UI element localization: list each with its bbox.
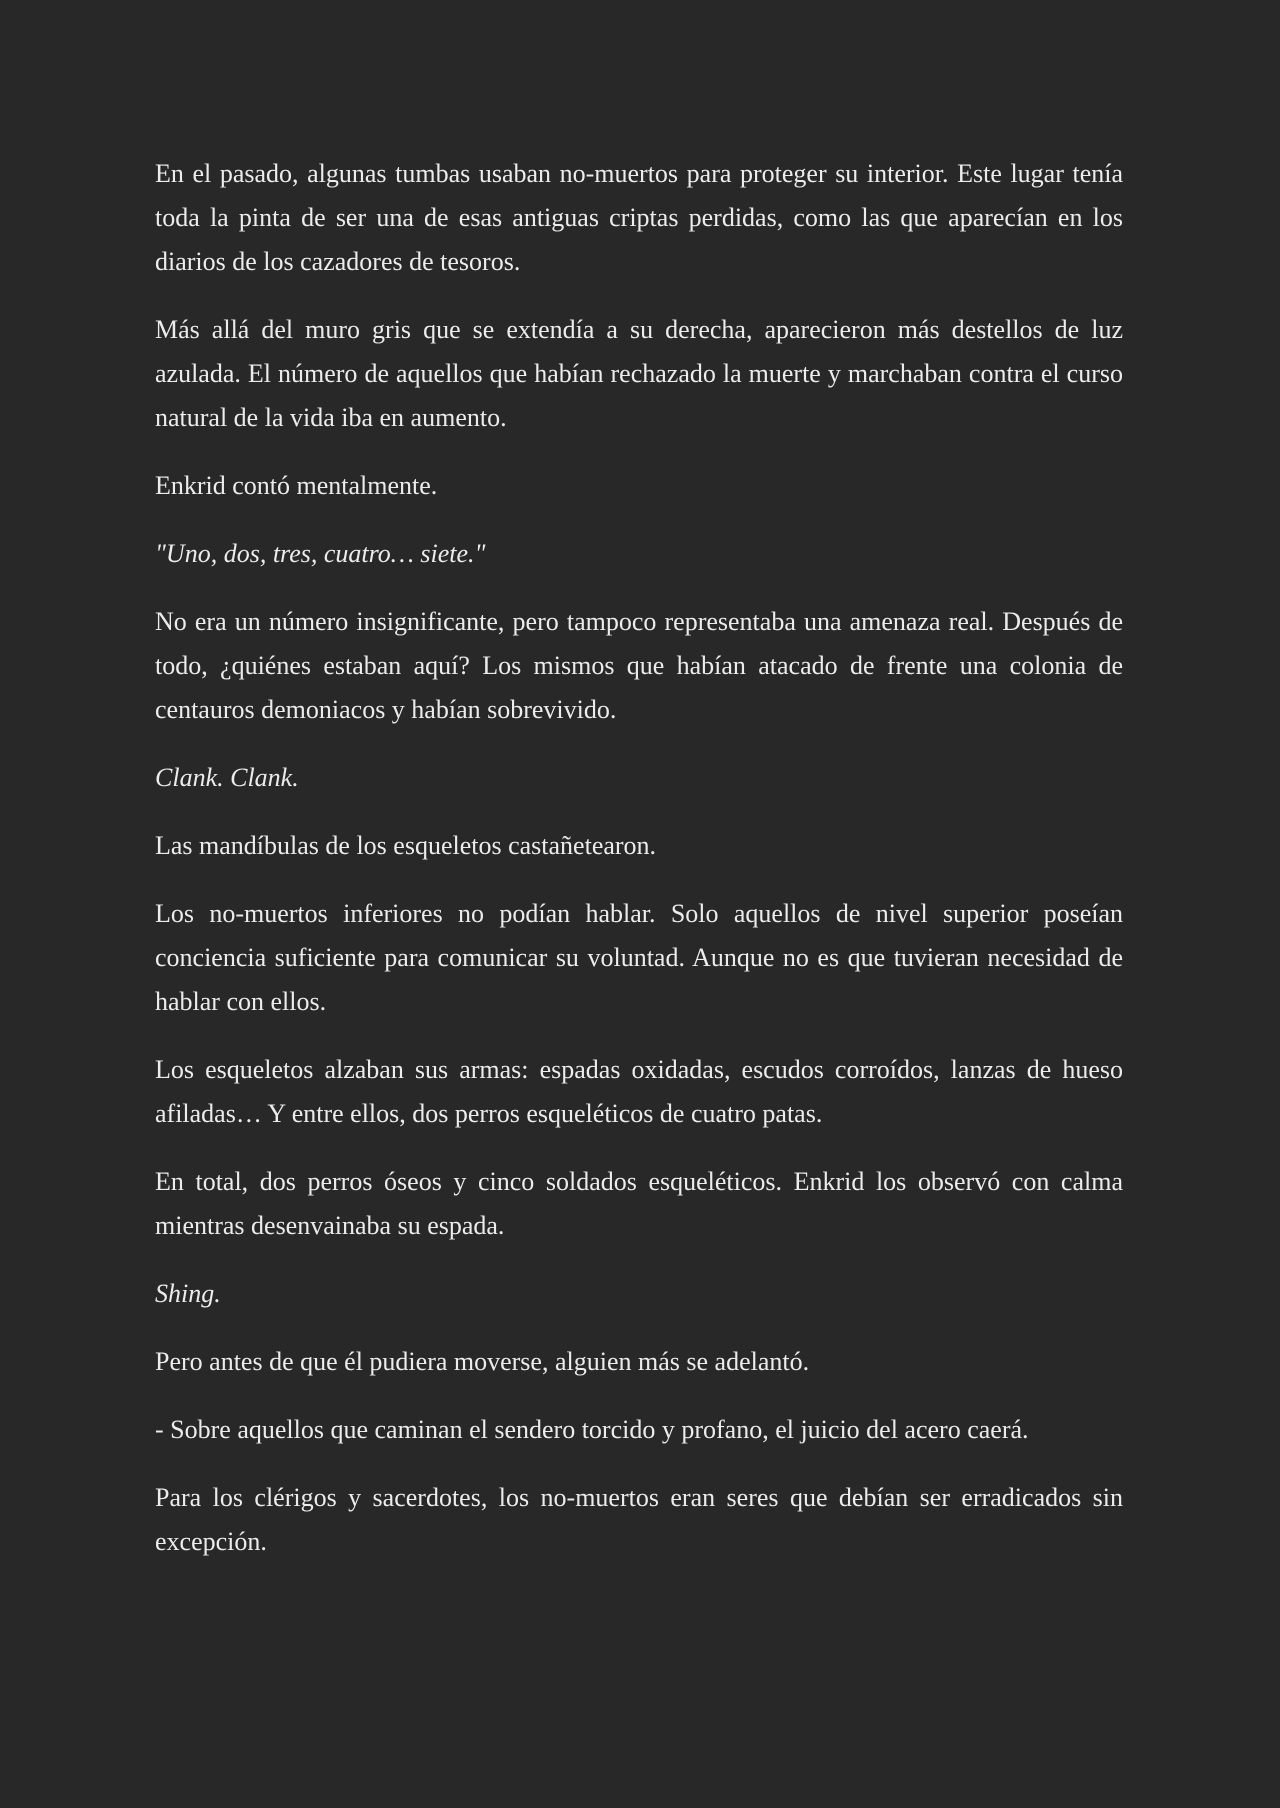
chapter-text bbox=[155, 152, 1123, 1588]
paragraph: Las mandíbulas de los esqueletos castañetearon. bbox=[155, 831, 657, 860]
paragraph: Más allá del muro gris que se extendía a su derecha, aparecieron más destellos de luz azulada. El número de aquellos que habían rechazado la muerte y marchaban contra el curso natural de la vida iba en aumento. bbox=[155, 315, 1123, 432]
paragraph: Para los clérigos y sacerdotes, los no-muertos eran seres que debían ser erradicados sin excepción. bbox=[155, 1483, 1123, 1556]
paragraph: No era un número insignificante, pero tampoco representaba una amenaza real. Después de todo, ¿quiénes estaban aquí? Los mismos que habían atacado de frente una colonia de centauros demoniacos y habían sobrevivido. bbox=[155, 607, 1123, 724]
paragraph-sound-effect: Shing. bbox=[155, 1279, 221, 1308]
paragraph: Enkrid contó mentalmente. bbox=[155, 471, 438, 500]
paragraph-sound-effect: Clank. Clank. bbox=[155, 763, 299, 792]
paragraph: En total, dos perros óseos y cinco soldados esqueléticos. Enkrid los observó con calma mientras desenvainaba su espada. bbox=[155, 1167, 1123, 1240]
paragraph-dialogue: - Sobre aquellos que caminan el sendero torcido y profano, el juicio del acero caerá. bbox=[155, 1415, 1029, 1444]
paragraph: Los esqueletos alzaban sus armas: espadas oxidadas, escudos corroídos, lanzas de hueso afiladas… Y entre ellos, dos perros esqueléticos de cuatro patas. bbox=[155, 1055, 1123, 1128]
paragraph: En el pasado, algunas tumbas usaban no-muertos para proteger su interior. Este lugar tenía toda la pinta de ser una de esas antiguas criptas perdidas, como las que aparecían en los diarios de los cazadores de tesoros. bbox=[155, 159, 1123, 276]
paragraph: Pero antes de que él pudiera moverse, alguien más se adelantó. bbox=[155, 1347, 810, 1376]
paragraph: Los no-muertos inferiores no podían hablar. Solo aquellos de nivel superior poseían conciencia suficiente para comunicar su voluntad. Aunque no es que tuvieran necesidad de hablar con ellos. bbox=[155, 899, 1123, 1016]
paragraph-thought: "Uno, dos, tres, cuatro… siete." bbox=[155, 539, 486, 568]
